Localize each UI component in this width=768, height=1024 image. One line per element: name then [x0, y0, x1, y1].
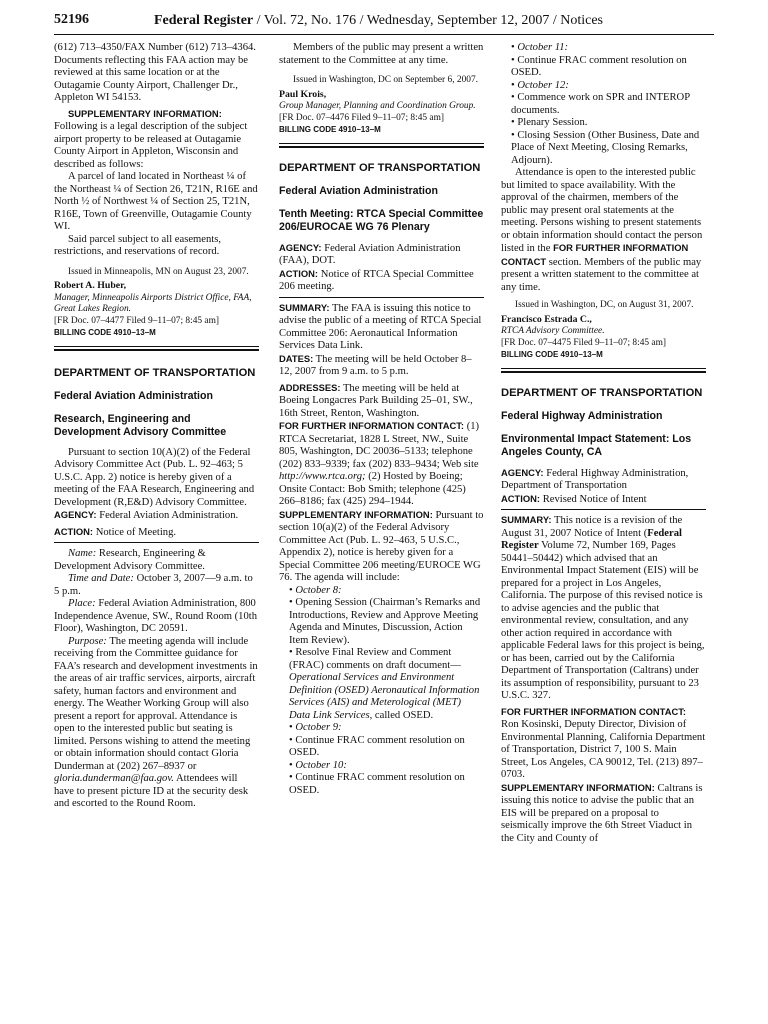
document-title: Tenth Meeting: RTCA Special Committee 206/EUROCAE WG 76 Plenary: [279, 207, 484, 233]
issued-line: Issued in Washington, DC, on August 31, 2007.: [515, 300, 694, 310]
header-rule: [54, 34, 714, 35]
further-info-ref: FOR FURTHER INFORMATION CONTACT: [501, 242, 689, 267]
action-label: ACTION:: [501, 492, 541, 504]
signer-name: Francisco Estrada C.,: [501, 313, 592, 325]
divider: [501, 368, 706, 369]
column-1: [54, 42, 259, 811]
name-paragraph: [54, 548, 259, 573]
action-line: [54, 526, 259, 540]
dates-text: The meeting will be held October 8–12, 2007 from 9 a.m. to 5 p.m.: [279, 353, 472, 377]
agenda-date: • October 12:: [511, 79, 569, 91]
pursuant-paragraph: Pursuant to section 10(A)(2) of the Federal Advisory Committee Act (Pub. L. 92–463; 5 U.S.C. App. 2) notice is hereby given of a meeting of the FAA Research, Engineering and Development (R,E&D) Advisory Committee.: [54, 446, 255, 508]
divider-thick: [279, 146, 484, 148]
further-info-text: Ron Kosinski, Deputy Director, Division of Environmental Planning, California Department of Transportation, District 7, 100 S. Main Street, Los Angeles, CA 90012, Tel. (213) 897–0703.: [501, 719, 706, 780]
agenda-item: • Plenary Session.: [511, 117, 588, 128]
agenda-item: • Opening Session (Chairman’s Remarks and Introductions, Review and Approve Meeting Agenda and Minutes, Discussion, Action Item Review).: [289, 597, 481, 646]
date-oct8: October 8:: [295, 584, 342, 596]
fr-doc: [FR Doc. 07–4475 Filed 9–11–07; 8:45 am]: [501, 337, 667, 348]
attendance-tail: section. Members of the public may present a written statement to the committee at any time.: [501, 256, 702, 293]
contact-email-link[interactable]: gloria.dunderman@faa.gov.: [54, 773, 174, 784]
purpose-tail: Attendees will have to present picture ID at the security desk and escorted to the Round Room.: [54, 773, 249, 809]
running-head: [154, 13, 603, 29]
agenda-item-text: Closing Session (Other Business, Date and Place of Next Meeting, Closing Remarks, Adjourn).: [511, 129, 700, 166]
further-info-paragraph: [501, 706, 706, 782]
page-number: 52196: [54, 12, 89, 27]
supp-label: SUPPLEMENTARY INFORMATION:: [279, 508, 433, 520]
date-oct9: October 9:: [295, 722, 342, 733]
supplementary-info: [54, 108, 259, 172]
further-info-label: FOR FURTHER INFORMATION CONTACT:: [501, 705, 687, 717]
date-oct12: October 12:: [517, 79, 569, 91]
signer-title: Manager, Minneapolis Airports District Office, FAA, Great Lakes Region.: [54, 292, 252, 314]
parcel-paragraph: A parcel of land located in Northeast ¼ of the Northeast ¼ of Section 26, T21N, R16E and North ½ of Northwest ¼ of Section 25, T21N, R16E, Town of Greenville, Outagamie County WI.: [54, 171, 258, 232]
agency-label: AGENCY:: [279, 241, 322, 253]
supplementary-paragraph: [501, 782, 706, 846]
time-paragraph: [54, 573, 259, 598]
divider: [501, 509, 706, 510]
place-text: Federal Aviation Administration, 800 Independence Avenue, SW., Round Room (10th Floor), Washington, DC 20591.: [54, 598, 258, 634]
agenda-item: • Closing Session (Other Business, Date and Place of Next Meeting, Closing Remarks, Adjourn).: [511, 129, 700, 166]
summary-label: SUMMARY:: [501, 514, 552, 525]
date-oct10: October 10:: [295, 759, 347, 771]
easements-paragraph: Said parcel subject to all easements, restrictions, and reservations of record.: [54, 233, 221, 257]
further-info-tail: (2) Hosted by Boeing; Onsite Contact: Bob Smith; telephone (425) 266–8186; fax (425) 294–1944.: [279, 471, 466, 507]
dates-paragraph: [279, 353, 484, 379]
agenda-item-text: Plenary Session.: [517, 117, 588, 128]
dates-label: DATES:: [279, 352, 314, 364]
agency-line: [279, 242, 484, 268]
action-line: [501, 493, 706, 507]
supp-label: SUPPLEMENTARY INFORMATION:: [501, 781, 655, 793]
agenda-item-text: Continue FRAC comment resolution on OSED.: [511, 54, 687, 78]
purpose-text: The meeting agenda will include receiving from the Committee guidance for FAA’s research and development investments in the areas of air traffic services, airports, aircraft safety, human factors and environment and energy. The Weather Working Group will also present a report for approval. Attendance is open to the interested public but seating is limited. Persons wishing to attend the meeting or obtain information should contact Gloria Dunderman at (202) 267–8937 or: [54, 635, 258, 772]
agenda-item: • Commence work on SPR and INTEROP documents.: [511, 92, 690, 116]
agency-label: AGENCY:: [501, 466, 544, 478]
summary-label: SUMMARY:: [279, 301, 330, 313]
agency-heading: Federal Aviation Administration: [54, 389, 213, 402]
supp-label: SUPPLEMENTARY INFORMATION:: [68, 107, 222, 119]
divider: [54, 542, 259, 543]
divider: [54, 346, 259, 347]
supp-text: Following is a legal description of the subject airport property to be released at Outagamie County Airport in Appleton, Wisconsin and described as follows:: [54, 121, 248, 170]
purpose-label: Purpose:: [68, 635, 107, 647]
agenda-item-text: Continue FRAC comment resolution on OSED.: [289, 734, 465, 758]
addresses-text: The meeting will be held at Boeing Longacres Park Building 25–01, SW., 16th Street, Renton, Washington.: [279, 382, 473, 419]
fr-doc: [FR Doc. 07–4476 Filed 9–11–07; 8:45 am]: [279, 112, 445, 123]
agenda-item: • Continue FRAC comment resolution on OSED.: [289, 734, 465, 758]
further-info-paragraph: [279, 420, 484, 509]
divider: [279, 143, 484, 144]
osed-title: Operational Services and Environment Definition (OSED) Aeronautical Information Services (AIS) and Meterological (MET) Data Link Services,: [289, 672, 480, 721]
purpose-paragraph: [54, 636, 259, 811]
summary-text: This notice is a revision of the August 31, 2007 Notice of Intent (: [501, 515, 683, 539]
agenda-item: • Continue FRAC comment resolution on OSED.: [289, 772, 465, 796]
summary-paragraph: [279, 302, 484, 353]
agenda-item-text: Resolve Final Review and Comment (FRAC) comments on draft document—: [289, 647, 461, 671]
agenda-date: • October 10:: [289, 759, 347, 771]
divider: [279, 297, 484, 298]
federal-register-ref: Federal Register: [501, 527, 682, 551]
action-line: [279, 268, 484, 294]
action-text: Revised Notice of Intent: [542, 493, 647, 505]
issued-line: Issued in Minneapolis, MN on August 23, 2007.: [68, 266, 249, 277]
action-label: ACTION:: [279, 267, 319, 279]
summary-paragraph: [501, 514, 706, 703]
time-text: October 3, 2007—9 a.m. to 5 p.m.: [54, 573, 253, 597]
further-info-text: (1) RTCA Secretariat, 1828 L Street, NW., Suite 805, Washington, DC 20036–5133; telephone (202) 833–9339; fax (202) 833–9434; Web site: [279, 421, 480, 470]
agenda-item-text: Opening Session (Chairman’s Remarks and Introductions, Review and Approve Meeting Agenda and Minutes, Discussion, Action Item Review).: [289, 597, 481, 646]
billing-code: BILLING CODE 4910–13–M: [501, 350, 603, 359]
agenda-item: • Resolve Final Review and Comment (FRAC) comments on draft document—Operational Services and Environment Definition (OSED) Aeronautical Information Services (AIS) and Meterological (MET) Data Link Services, called OSED.: [289, 647, 480, 721]
date-oct11: October 11:: [517, 42, 569, 53]
action-text: Notice of Meeting.: [95, 526, 177, 538]
journal-name: Federal Register: [154, 13, 254, 28]
agenda-item-text: Continue FRAC comment resolution on OSED.: [289, 772, 465, 796]
agency-heading: Federal Aviation Administration: [279, 184, 438, 197]
agency-line: [501, 467, 706, 493]
further-info-label: FOR FURTHER INFORMATION CONTACT:: [279, 420, 465, 431]
action-text: Notice of RTCA Special Committee 206 meeting.: [279, 268, 474, 292]
place-paragraph: [54, 598, 259, 636]
signer-title: Group Manager, Planning and Coordination Group.: [279, 101, 476, 111]
column-3: [501, 42, 706, 845]
supp-text: Pursuant to section 10(a)(2) of the Federal Advisory Committee Act (Pub. L. 92–463, 5 U.S.C., Appendix 2), notice is hereby given for a Special Committee 206 meeting/EUROCE WG 76. The agenda will include:: [279, 509, 484, 583]
issue-details: / Vol. 72, No. 176 / Wednesday, September 12, 2007 / Notices: [256, 13, 604, 28]
place-label: Place:: [68, 598, 96, 609]
name-text: Research, Engineering & Development Advisory Committee.: [54, 548, 206, 572]
attendance-text: Attendance is open to the interested public but limited to space availability. With the approval of the chairmen, members of the public may present oral statements at the meeting. Persons wishing to present statements or obtain information should contact the person listed in the: [501, 167, 703, 254]
members-paragraph: Members of the public may present a written statement to the Committee at any time.: [279, 42, 484, 66]
agenda-date: • October 9:: [289, 722, 342, 733]
attendance-paragraph: [501, 167, 706, 294]
signer-name: Robert A. Huber,: [54, 280, 127, 291]
agenda-item: • Continue FRAC comment resolution on OSED.: [511, 54, 687, 78]
agency-label: AGENCY:: [54, 509, 97, 520]
fr-doc: [FR Doc. 07–4477 Filed 9–11–07; 8:45 am]: [54, 315, 220, 326]
department-heading: DEPARTMENT OF TRANSPORTATION: [501, 386, 703, 399]
signer-name: Paul Krois,: [279, 88, 327, 100]
department-heading: DEPARTMENT OF TRANSPORTATION: [279, 161, 481, 174]
time-label: Time and Date:: [68, 573, 134, 584]
summary-text: The FAA is issuing this notice to advise the public of a meeting of RTCA Special Committee 206: Aeronautical Information Services Data Link.: [279, 302, 482, 351]
supp-text: Caltrans is issuing this notice to advise the public that an EIS will be prepared on a proposal to seismically improve the 6th Street Viaduct in the City and County of: [501, 782, 703, 844]
column-2: [279, 42, 484, 797]
supplementary-paragraph: [279, 509, 484, 585]
agency-text: Federal Aviation Administration.: [99, 510, 239, 521]
billing-code: BILLING CODE 4910–13–M: [54, 328, 156, 337]
signer-title: RTCA Advisory Committee.: [501, 326, 605, 336]
issued-line: Issued in Washington, DC on September 6, 2007.: [293, 75, 478, 85]
name-label: Name:: [68, 548, 97, 559]
page-header: [54, 12, 714, 34]
agency-text: Federal Highway Administration, Department of Transportation: [501, 467, 689, 491]
agenda-item-text: Commence work on SPR and INTEROP documents.: [511, 92, 690, 116]
addresses-paragraph: [279, 382, 484, 421]
agency-text: Federal Aviation Administration (FAA), DOT.: [279, 242, 461, 266]
billing-code: BILLING CODE 4910–13–M: [279, 125, 381, 134]
divider-thick: [501, 371, 706, 373]
agency-heading: Federal Highway Administration: [501, 409, 663, 422]
agenda-item-tail: called OSED.: [374, 709, 434, 721]
contact-paragraph: (612) 713–4350/FAX Number (612) 713–4364. Documents reflecting this FAA action may be reviewed at this same location or at the Outagamie County Airport, Challenger Dr., Appleton WI 54153.: [54, 42, 256, 103]
divider-thick: [54, 349, 259, 351]
rtca-website-link[interactable]: http://www.rtca.org;: [279, 471, 366, 482]
agenda-date: • October 11:: [511, 42, 569, 53]
summary-tail: Volume 72, Number 169, Pages 50441–50442) which advised that an Environmental Impact Statement (EIS) will be prepared for a project in Los Angeles, California. The purpose of this revised notice is to advise agencies and the public that environmental review, consultation, and any other action required in accordance with applicable Federal laws for this project is being, or has been, carried out by the California Department of Transportation (Caltrans) under its assumption of responsibility, pursuant to 23 U.S.C. 327.: [501, 540, 705, 701]
agency-line: [54, 509, 259, 523]
document-title: Environmental Impact Statement: Los Angeles County, CA: [501, 432, 692, 458]
department-heading: DEPARTMENT OF TRANSPORTATION: [54, 366, 256, 379]
addresses-label: ADDRESSES:: [279, 381, 341, 393]
agenda-date: • October 8:: [289, 584, 342, 596]
action-label: ACTION:: [54, 525, 94, 537]
document-title: Research, Engineering and Development Advisory Committee: [54, 412, 227, 438]
